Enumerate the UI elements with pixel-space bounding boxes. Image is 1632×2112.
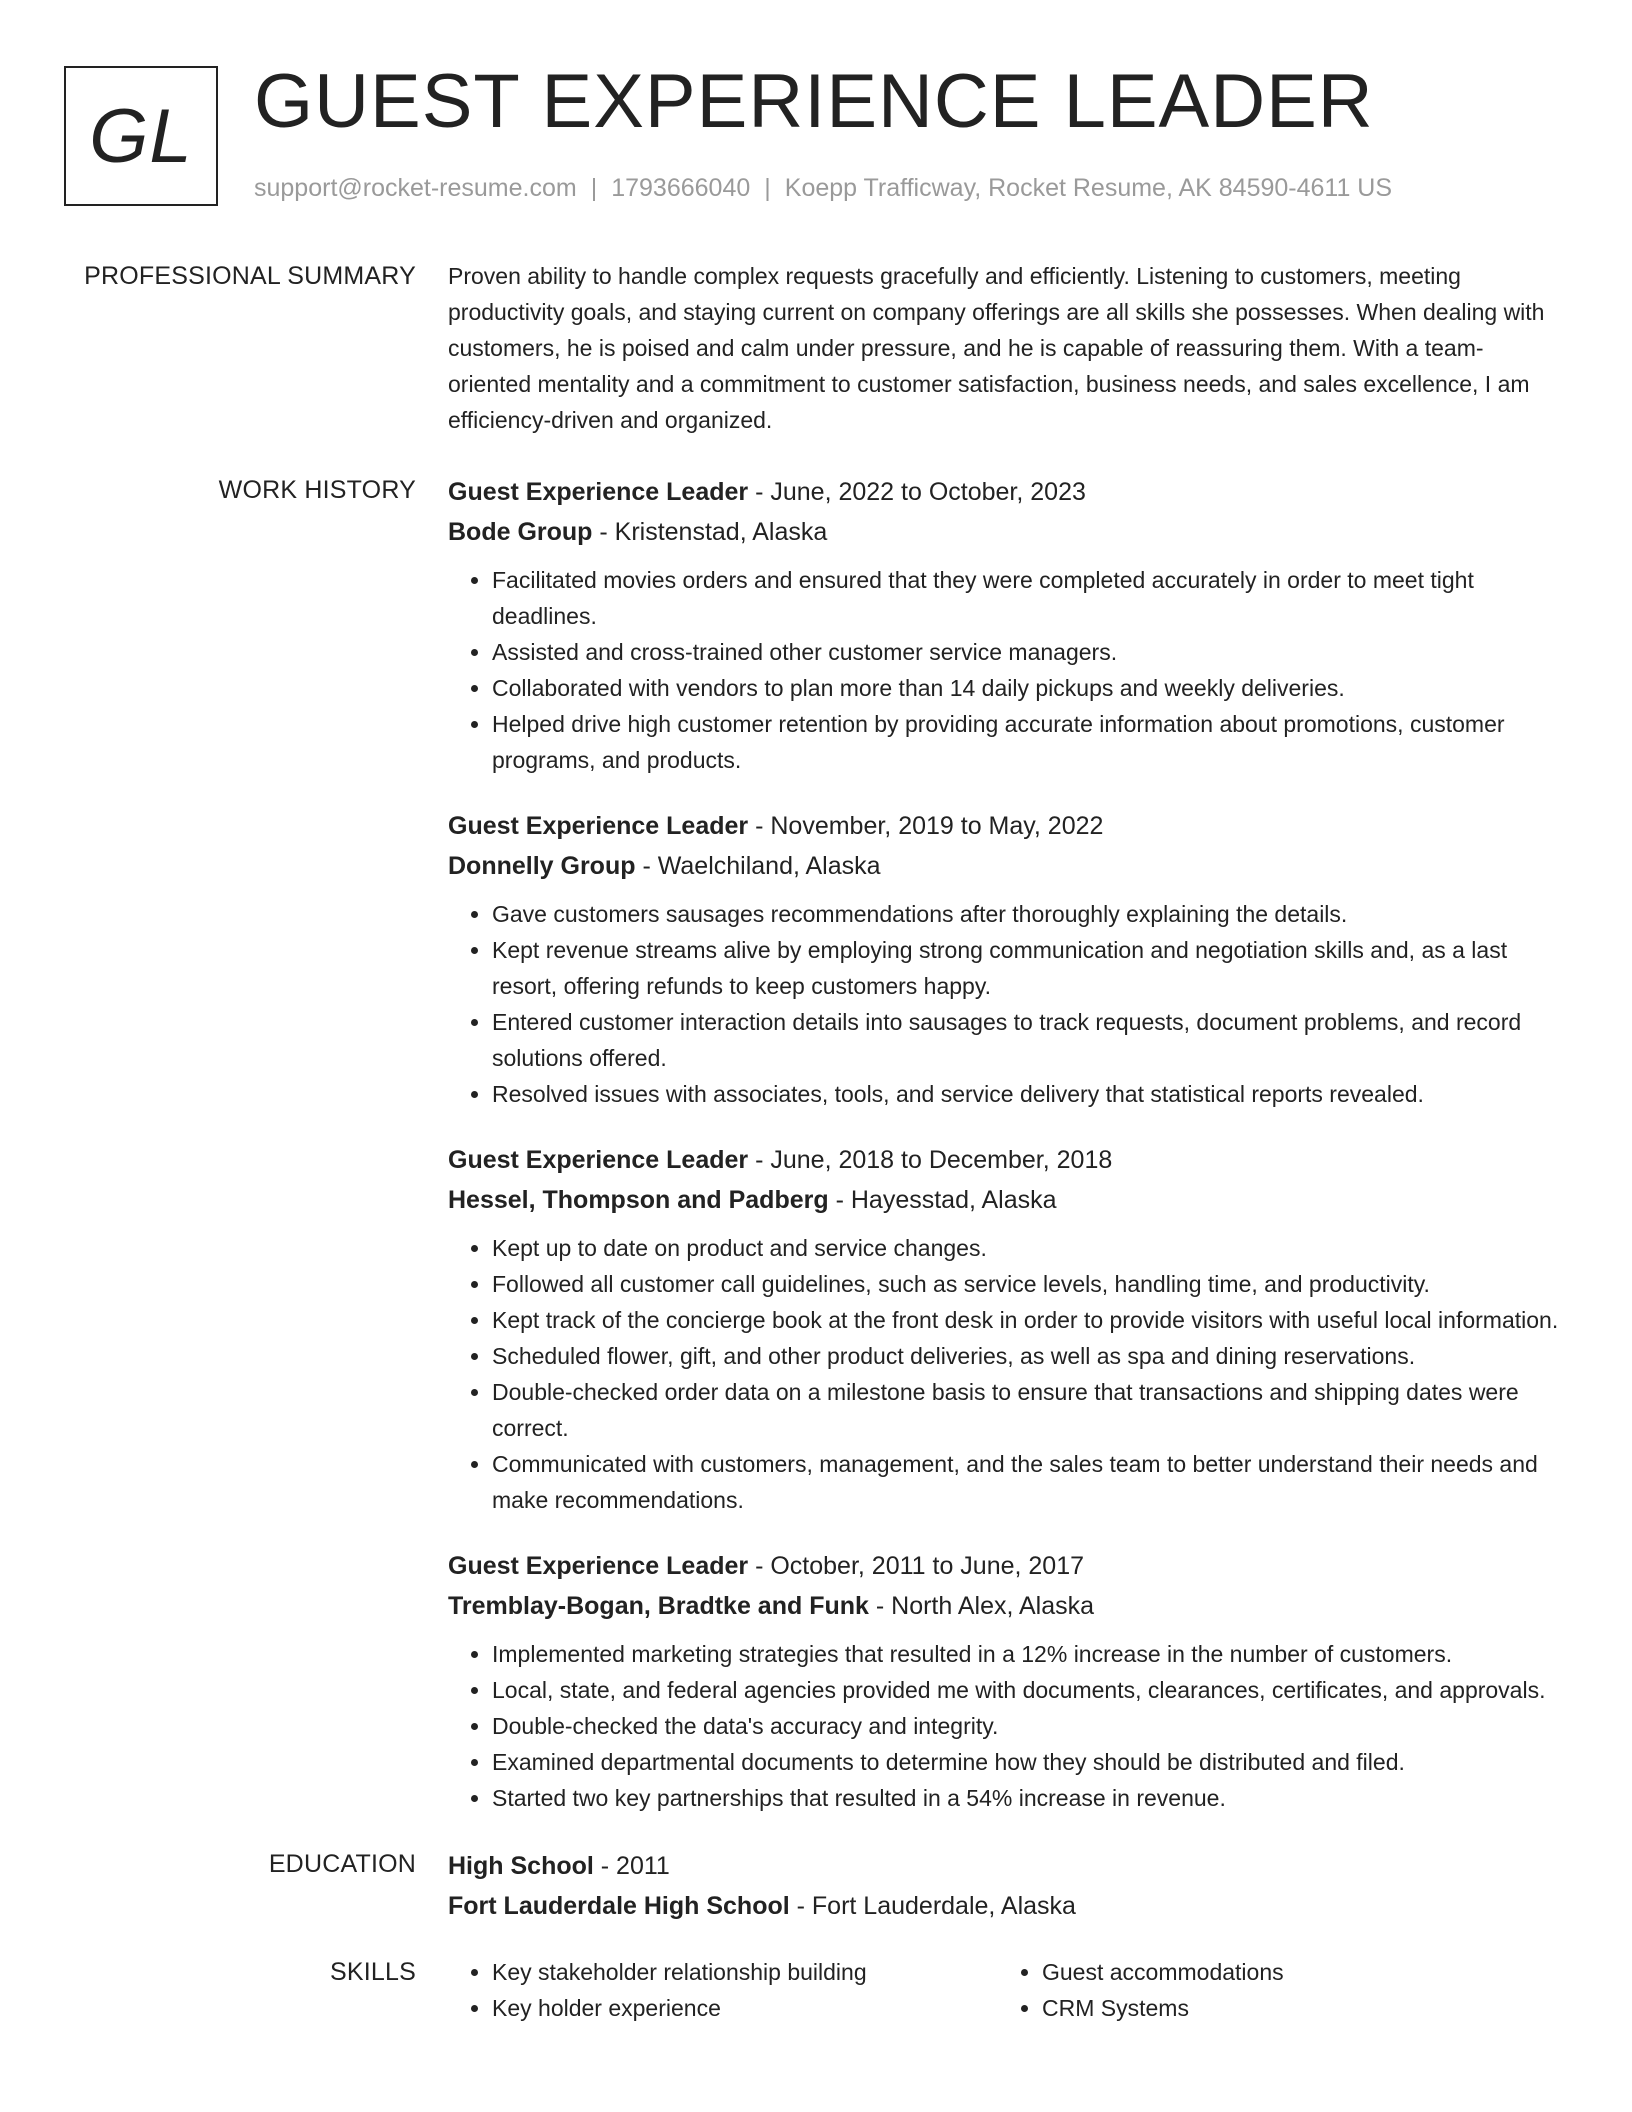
job-bullets [448, 1230, 1564, 1518]
list-item: • Followed all customer call guidelines, such as service levels, handling time, and productivity. [492, 1266, 1564, 1302]
section-label: SKILLS [330, 1958, 416, 1986]
list-item: • Kept revenue streams alive by employing strong communication and negotiation skills and, as a last resort, offering refunds to keep customers happy. [492, 932, 1564, 1004]
job-title: Guest Experience Leader [448, 478, 749, 506]
job-location: - North Alex, Alaska [868, 1592, 1095, 1620]
list-item: • Facilitated movies orders and ensured that they were completed accurately in order to meet tight deadlines. [492, 562, 1564, 634]
list-item: • Communicated with customers, management, and the sales team to better understand their needs and make recommendations. [492, 1446, 1564, 1518]
job-company-line [448, 1586, 1564, 1626]
job-entry [448, 1546, 1564, 1816]
list-item: • Kept up to date on product and service changes. [492, 1230, 1564, 1266]
list-item: • Double-checked the data's accuracy and integrity. [492, 1708, 1564, 1744]
job-title-line [448, 1140, 1564, 1180]
contact-separator: | [764, 174, 771, 202]
education-school-line [448, 1886, 1564, 1926]
job-company-line [448, 846, 1564, 886]
job-company: Hessel, Thompson and Padberg [448, 1186, 829, 1214]
list-item: • Examined departmental documents to determine how they should be distributed and filed. [492, 1744, 1564, 1780]
education-year: - 2011 [593, 1852, 670, 1880]
section-label: WORK HISTORY [218, 476, 416, 504]
education-location: - Fort Lauderdale, Alaska [789, 1892, 1076, 1920]
skills-column [998, 1954, 1548, 2026]
section-education [64, 1846, 1564, 1926]
job-bullets [448, 896, 1564, 1112]
resume-title: GUEST EXPERIENCE LEADER [254, 59, 1374, 144]
list-item: • Collaborated with vendors to plan more than 14 daily pickups and weekly deliveries. [492, 670, 1564, 706]
job-dates: - June, 2022 to October, 2023 [748, 478, 1086, 506]
job-title: Guest Experience Leader [448, 1146, 749, 1174]
list-item: • Implemented marketing strategies that resulted in a 12% increase in the number of customers. [492, 1636, 1564, 1672]
job-company: Tremblay-Bogan, Bradtke and Funk [448, 1592, 869, 1620]
job-entry [448, 1140, 1564, 1518]
section-body [448, 472, 1564, 1816]
section-body [448, 258, 1564, 438]
section-body [448, 1846, 1564, 1926]
list-item: • Resolved issues with associates, tools, and service delivery that statistical reports revealed. [492, 1076, 1564, 1112]
list-item: • Started two key partnerships that resulted in a 54% increase in revenue. [492, 1780, 1564, 1816]
skill-item: • Key stakeholder relationship building [492, 1954, 998, 1990]
section-body [448, 1954, 1564, 2026]
job-company: Donnelly Group [448, 852, 636, 880]
skills-column [448, 1954, 998, 2026]
list-item: • Entered customer interaction details into sausages to track requests, document problems, and record solutions offered. [492, 1004, 1564, 1076]
job-title: Guest Experience Leader [448, 1552, 749, 1580]
contact-address: Koepp Trafficway, Rocket Resume, AK 84590-4611 US [784, 174, 1393, 202]
initials-monogram: GL [64, 66, 218, 206]
education-degree: High School [448, 1852, 594, 1880]
skill-item: • Key holder experience [492, 1990, 998, 2026]
job-dates: - October, 2011 to June, 2017 [748, 1552, 1085, 1580]
skill-item: • Guest accommodations [1042, 1954, 1548, 1990]
education-school: Fort Lauderdale High School [448, 1892, 790, 1920]
education-degree-line [448, 1846, 1564, 1886]
job-company-line [448, 1180, 1564, 1220]
section-label: EDUCATION [268, 1850, 416, 1878]
section-label: PROFESSIONAL SUMMARY [84, 262, 416, 290]
contact-phone: 1793666040 [611, 174, 751, 202]
job-dates: - June, 2018 to December, 2018 [748, 1146, 1113, 1174]
job-location: - Hayesstad, Alaska [828, 1186, 1057, 1214]
job-entry [448, 806, 1564, 1112]
section-professional-summary [64, 258, 1564, 438]
resume-content [64, 258, 1564, 2026]
list-item: • Double-checked order data on a milestone basis to ensure that transactions and shipping dates were correct. [492, 1374, 1564, 1446]
contact-separator: | [590, 174, 598, 202]
skills-grid [448, 1954, 1564, 2026]
resume-header [64, 59, 1564, 216]
job-location: - Kristenstad, Alaska [592, 518, 828, 546]
list-item: • Assisted and cross-trained other customer service managers. [492, 634, 1564, 670]
section-work-history [64, 472, 1564, 1816]
list-item: • Gave customers sausages recommendations after thoroughly explaining the details. [492, 896, 1564, 932]
job-bullets [448, 1636, 1564, 1816]
job-company-line [448, 512, 1564, 552]
skill-item: • CRM Systems [1042, 1990, 1548, 2026]
job-title-line [448, 806, 1564, 846]
job-dates: - November, 2019 to May, 2022 [748, 812, 1104, 840]
section-skills [64, 1954, 1564, 2026]
job-title-line [448, 472, 1564, 512]
contact-line [254, 174, 1392, 203]
list-item: • Kept track of the concierge book at the front desk in order to provide visitors with useful local information. [492, 1302, 1564, 1338]
job-company: Bode Group [448, 518, 593, 546]
contact-email: support@rocket-resume.com [254, 174, 577, 202]
job-bullets [448, 562, 1564, 778]
summary-text: Proven ability to handle complex requests gracefully and efficiently. Listening to customers, meeting productivity goals, and staying current on company offerings are all skills she possesses. When dealing with customers, he is poised and calm under pressure, and he is capable of reassuring them. With a team-oriented mentality and a commitment to customer satisfaction, business needs, and sales excellence, I am efficiency-driven and organized. [448, 263, 1545, 433]
list-item: • Helped drive high customer retention by providing accurate information about promotions, customer programs, and products. [492, 706, 1564, 778]
job-title: Guest Experience Leader [448, 812, 749, 840]
job-entry [448, 472, 1564, 778]
job-location: - Waelchiland, Alaska [635, 852, 881, 880]
list-item: • Scheduled flower, gift, and other product deliveries, as well as spa and dining reservations. [492, 1338, 1564, 1374]
list-item: • Local, state, and federal agencies provided me with documents, clearances, certificates, and approvals. [492, 1672, 1564, 1708]
job-title-line [448, 1546, 1564, 1586]
